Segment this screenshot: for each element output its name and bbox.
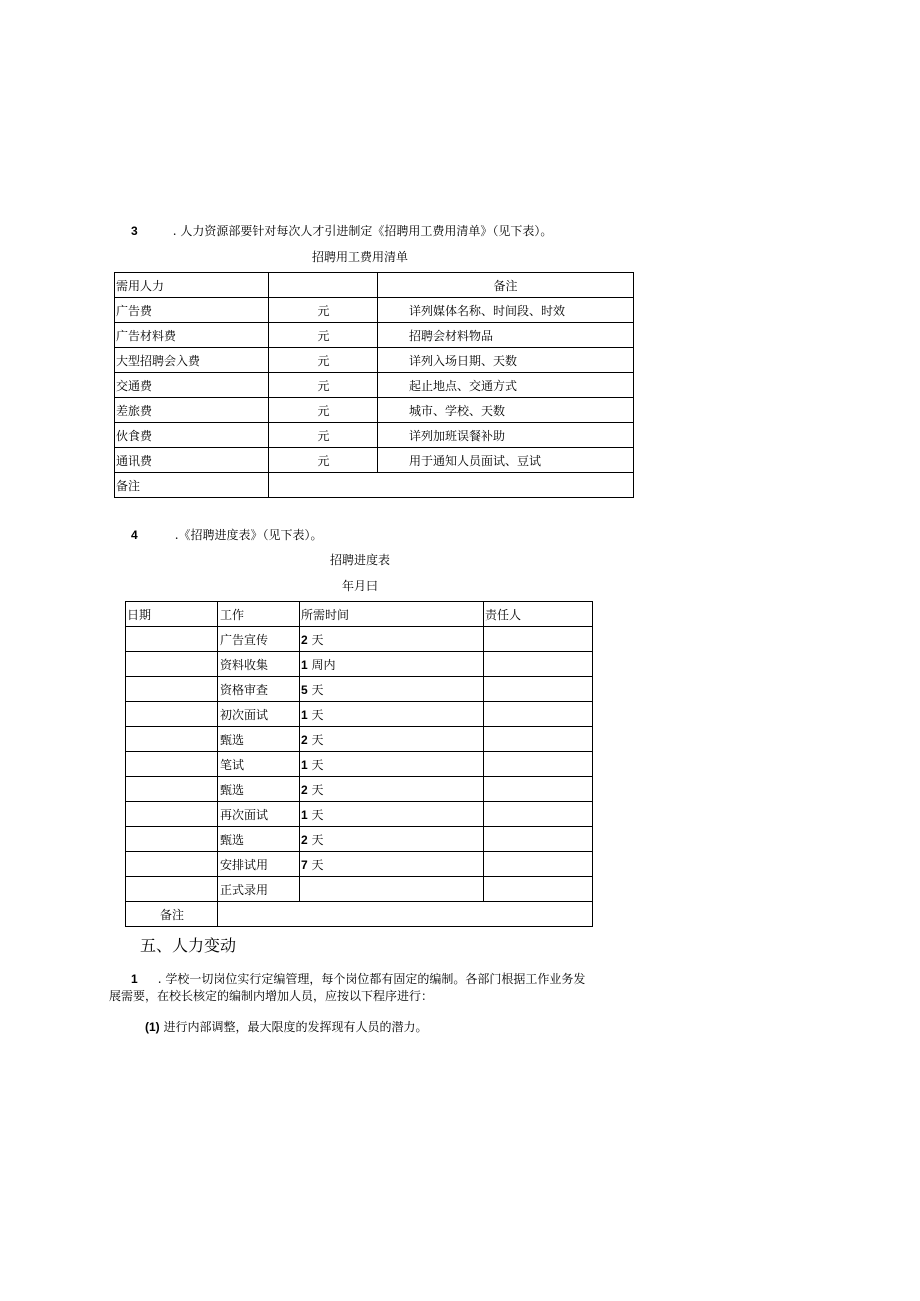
item-3-text: . 人力资源部要针对每次人才引进制定《招聘用工费用清单》（见下表）。 (172, 224, 553, 238)
duration-unit: 周内 (311, 657, 336, 672)
cost-item-note: 起止地点、交通方式 (378, 373, 634, 398)
cost-item-name: 大型招聘会入费 (115, 348, 269, 373)
duration-cell (300, 752, 484, 777)
date-cell (126, 877, 218, 902)
cost-item-name: 广告材料费 (115, 323, 269, 348)
table-row (126, 652, 593, 677)
header-date: 日期 (126, 602, 218, 627)
duration-number: 1 (301, 807, 308, 822)
progress-footer-label: 备注 (126, 902, 218, 927)
owner-cell (484, 677, 593, 702)
paragraph-1-line1 (109, 971, 585, 988)
cost-item-note: 详列加班误餐补助 (378, 423, 634, 448)
cost-item-note: 招聘会材料物品 (378, 323, 634, 348)
work-cell: 安排试用 (218, 852, 300, 877)
table-row (126, 752, 593, 777)
progress-footer-value (218, 902, 593, 927)
cost-item-unit: 元 (269, 398, 378, 423)
sub-item-1 (145, 1019, 428, 1036)
cost-item-name: 通讯费 (115, 448, 269, 473)
cost-header-col3: 备注 (378, 273, 634, 298)
cost-item-note: 城市、学校、天数 (378, 398, 634, 423)
owner-cell (484, 652, 593, 677)
work-cell: 资格审查 (218, 677, 300, 702)
item-3-number: 3 (131, 224, 138, 238)
duration-number: 2 (301, 732, 308, 747)
duration-unit: 天 (311, 857, 324, 872)
table-row (126, 727, 593, 752)
paragraph-1-number: 1 (131, 972, 138, 986)
cost-item-name: 差旅费 (115, 398, 269, 423)
cost-footer-value (269, 473, 634, 498)
duration-cell (300, 627, 484, 652)
sub-item-1-number: (1) (145, 1020, 160, 1034)
progress-table-subtitle: 年月曰 (341, 579, 378, 593)
cost-table-title: 招聘用工费用清单 (311, 250, 408, 264)
duration-number: 1 (301, 707, 308, 722)
progress-table-footer (126, 902, 593, 927)
paragraph-1-text: . 学校一切岗位实行定编管理，每个岗位都有固定的编制。各部门根据工作业务发 (157, 972, 586, 986)
sub-item-1-text: 进行内部调整，最大限度的发挥现有人员的潜力。 (163, 1020, 428, 1034)
table-row (115, 423, 634, 448)
paragraph-1-line2: 展需要，在校长核定的编制内增加人员，应按以下程序进行： (109, 989, 434, 1003)
table-row (115, 323, 634, 348)
cost-item-unit: 元 (269, 373, 378, 398)
item-4-text: .《招聘进度表》（见下表）。 (174, 528, 323, 542)
duration-number: 2 (301, 632, 308, 647)
cost-item-unit: 元 (269, 448, 378, 473)
date-cell (126, 627, 218, 652)
cost-header-col2 (269, 273, 378, 298)
owner-cell (484, 727, 593, 752)
owner-cell (484, 627, 593, 652)
table-row (126, 677, 593, 702)
work-cell: 甄选 (218, 777, 300, 802)
cost-item-note: 用于通知人员面试、豆试 (378, 448, 634, 473)
owner-cell (484, 777, 593, 802)
duration-cell (300, 777, 484, 802)
owner-cell (484, 827, 593, 852)
work-cell: 正式录用 (218, 877, 300, 902)
duration-cell (300, 652, 484, 677)
cost-item-note: 详列媒体名称、时间段、时效 (378, 298, 634, 323)
owner-cell (484, 852, 593, 877)
progress-table-header (126, 602, 593, 627)
cost-item-name: 伙食费 (115, 423, 269, 448)
progress-table-title: 招聘进度表 (329, 553, 390, 567)
table-row (126, 702, 593, 727)
duration-unit: 天 (311, 757, 324, 772)
cost-footer-label: 备注 (115, 473, 269, 498)
date-cell (126, 727, 218, 752)
duration-number: 1 (301, 657, 308, 672)
owner-cell (484, 702, 593, 727)
work-cell: 初次面试 (218, 702, 300, 727)
cost-header-col1: 需用人力 (115, 273, 269, 298)
date-cell (126, 752, 218, 777)
table-row (126, 777, 593, 802)
table-row (115, 348, 634, 373)
duration-cell (300, 702, 484, 727)
table-row (126, 827, 593, 852)
table-row (126, 802, 593, 827)
duration-cell (300, 677, 484, 702)
cost-item-name: 广告费 (115, 298, 269, 323)
work-cell: 甄选 (218, 727, 300, 752)
work-cell: 广告宣传 (218, 627, 300, 652)
work-cell: 再次面试 (218, 802, 300, 827)
cost-item-note: 详列入场日期、天数 (378, 348, 634, 373)
duration-number: 5 (301, 682, 308, 697)
table-row (126, 852, 593, 877)
item-4 (131, 526, 323, 543)
date-cell (126, 827, 218, 852)
duration-unit: 天 (311, 832, 324, 847)
duration-number: 7 (301, 857, 308, 872)
duration-cell (300, 877, 484, 902)
table-row (126, 627, 593, 652)
date-cell (126, 652, 218, 677)
cost-table-header (115, 273, 634, 298)
date-cell (126, 702, 218, 727)
work-cell: 甄选 (218, 827, 300, 852)
date-cell (126, 852, 218, 877)
duration-cell (300, 727, 484, 752)
duration-cell (300, 852, 484, 877)
duration-unit: 天 (311, 682, 324, 697)
duration-cell (300, 802, 484, 827)
table-row (115, 448, 634, 473)
section-5-heading: 五、人力变动 (140, 936, 237, 955)
item-4-number: 4 (131, 528, 138, 542)
duration-unit: 天 (311, 782, 324, 797)
cost-item-unit: 元 (269, 423, 378, 448)
duration-number: 1 (301, 757, 308, 772)
item-3 (131, 222, 552, 239)
cost-item-unit: 元 (269, 323, 378, 348)
cost-table-footer (115, 473, 634, 498)
owner-cell (484, 802, 593, 827)
date-cell (126, 677, 218, 702)
table-row (115, 373, 634, 398)
owner-cell (484, 877, 593, 902)
table-row (126, 877, 593, 902)
duration-cell (300, 827, 484, 852)
table-row (115, 398, 634, 423)
progress-table (125, 601, 593, 927)
header-work: 工作 (218, 602, 300, 627)
header-duration: 所需时间 (300, 602, 484, 627)
owner-cell (484, 752, 593, 777)
table-row (115, 298, 634, 323)
cost-item-name: 交通费 (115, 373, 269, 398)
duration-number: 2 (301, 832, 308, 847)
duration-unit: 天 (311, 632, 324, 647)
duration-unit: 天 (311, 707, 324, 722)
header-owner: 责任人 (484, 602, 593, 627)
cost-table (114, 272, 634, 498)
cost-item-unit: 元 (269, 298, 378, 323)
date-cell (126, 802, 218, 827)
duration-number: 2 (301, 782, 308, 797)
duration-unit: 天 (311, 807, 324, 822)
paragraph-1 (109, 971, 585, 1005)
date-cell (126, 777, 218, 802)
duration-unit: 天 (311, 732, 324, 747)
work-cell: 资料收集 (218, 652, 300, 677)
cost-item-unit: 元 (269, 348, 378, 373)
work-cell: 笔试 (218, 752, 300, 777)
